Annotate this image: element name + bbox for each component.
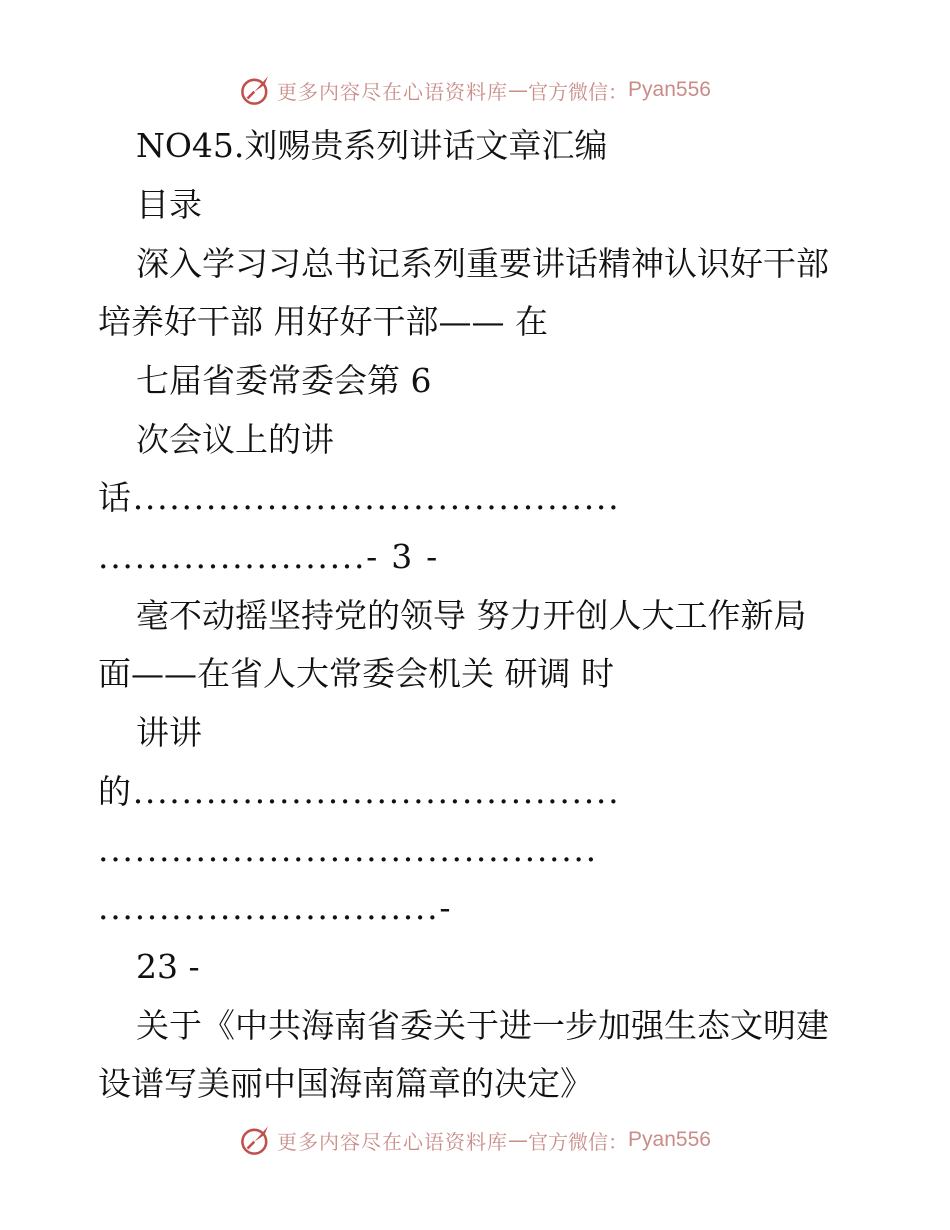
toc-entry-2-line-3: 讲讲 xyxy=(136,713,202,752)
quill-logo-icon xyxy=(239,1123,273,1157)
watermark-wechat-label: 官方微信： xyxy=(528,1129,629,1154)
toc-entry-1-line-2: 培养好干部 用好好干部—— 在 xyxy=(98,302,548,341)
watermark-banner-top xyxy=(0,70,950,110)
quill-logo-icon xyxy=(239,73,273,107)
toc-heading: 目录 xyxy=(136,185,202,224)
toc-entry-1-line-3: 七届省委常委会第 6 xyxy=(136,361,432,400)
toc-entry-2-leader-2: ......................................... xyxy=(98,830,598,869)
watermark-brand: 更多内容尽在心语资料库 xyxy=(277,1129,509,1154)
watermark-wechat-id: Pyan556 xyxy=(628,78,711,101)
toc-entry-1-line-1: 深入学习习总书记系列重要讲话精神认识好干部 xyxy=(136,244,829,283)
watermark-banner-bottom xyxy=(0,1120,950,1160)
watermark-brand: 更多内容尽在心语资料库 xyxy=(277,79,509,104)
watermark-wechat-id: Pyan556 xyxy=(628,1128,711,1151)
toc-entry-2-page: 23 - xyxy=(136,947,200,986)
watermark-wechat-label: 官方微信： xyxy=(528,79,629,104)
toc-entry-1-line-4: 次会议上的讲 xyxy=(136,420,334,459)
toc-entry-3-line-1: 关于《中共海南省委关于进一步加强生态文明建 xyxy=(136,1006,829,1045)
toc-entry-2-leader-3: ............................- xyxy=(98,888,453,927)
toc-entry-1-leader-2: ......................- 3 - xyxy=(98,537,439,576)
toc-entry-2-leader-1: 的........................................ xyxy=(98,772,621,811)
toc-entry-2-line-1: 毫不动摇坚持党的领导 努力开创人大工作新局 xyxy=(136,596,807,635)
watermark-separator: — xyxy=(508,78,529,102)
document-title: NO45.刘赐贵系列讲话文章汇编 xyxy=(136,126,608,165)
watermark-separator: — xyxy=(508,1128,529,1152)
toc-entry-3-line-2: 设谱写美丽中国海南篇章的决定》 xyxy=(98,1064,593,1103)
toc-entry-1-leader-1: 话........................................ xyxy=(98,478,621,517)
toc-entry-2-line-2: 面——在省人大常委会机关 研调 时 xyxy=(98,654,614,693)
